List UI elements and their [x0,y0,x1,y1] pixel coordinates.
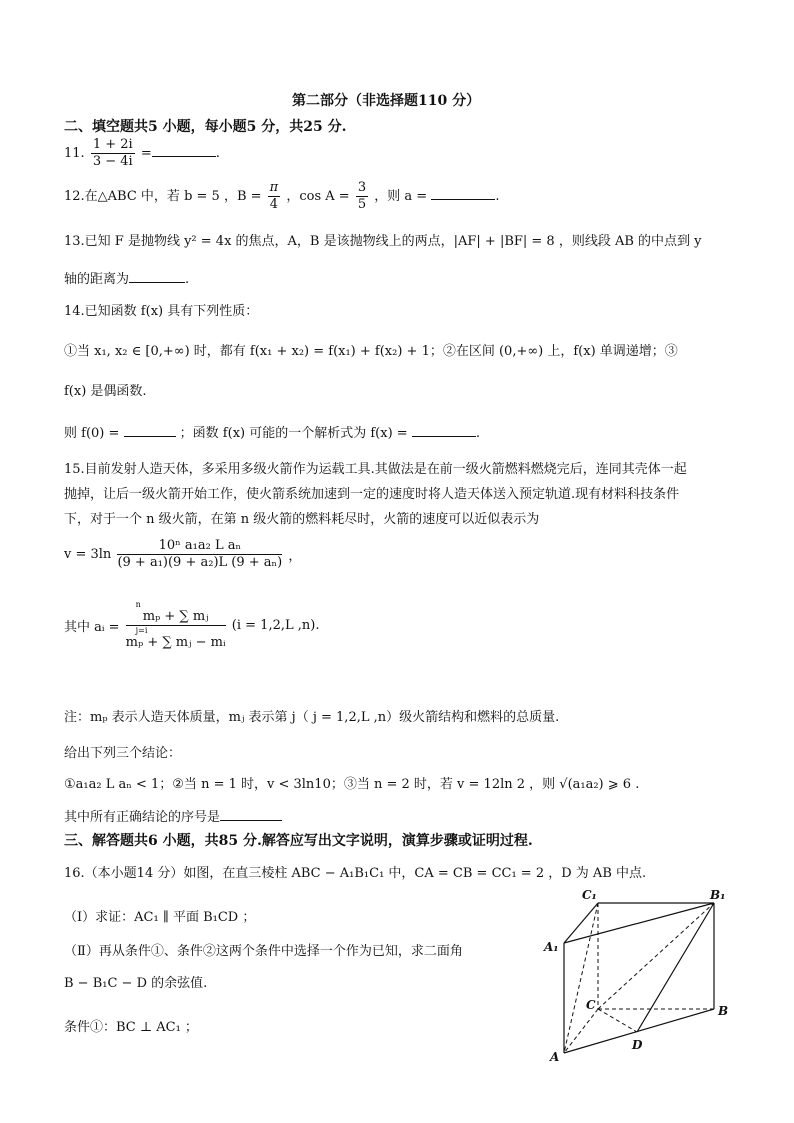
q15-ask [64,806,282,825]
label-C: C [586,998,596,1012]
q14-ask-b: ；函数 f(x) 可能的一个解析式为 f(x) = [179,426,408,441]
q11-numerator: 1 + 2i [92,137,133,152]
q12-four: 4 [269,197,279,212]
q15-ask-text: 其中所有正确结论的序号是 [64,810,221,825]
q14-prop2: f(x) 是偶函数. [64,384,147,399]
q16-cond1: 条件①：BC ⊥ AC₁ ； [64,1020,198,1035]
label-B1: B₁ [710,888,726,902]
q14-blank2[interactable] [412,436,476,437]
q15-a-denominator: mₚ + ∑ mⱼ − mᵢ [125,635,226,650]
q11-fraction [91,137,135,170]
edge-C1A [564,903,598,1053]
q12-three: 3 [357,180,367,195]
q15-line2: 抛掉，让后一级火箭开始工作，使火箭系统加速到一定的速度时将人造天体送入预定轨道.现有材料科技条件 [64,487,680,502]
q15-v-numerator: 10ⁿ a₁a₂ L aₙ [117,538,282,555]
section2-title: 二、填空题共5 小题，每小题5 分，共25 分. [64,119,347,135]
q15-v-tail: ， [288,549,302,564]
q13-line2-text: 轴的距离为 [64,272,130,287]
q16-line1: 16.（本小题14 分）如图，在直三棱柱 ABC − A₁B₁C₁ 中，CA = CB = CC₁ = 2 ，D 为 AB 中点. [64,866,647,881]
edge-CA [564,1009,598,1053]
q12-text-a: 12.在△ABC 中，若 b = 5 ，B = [64,189,262,204]
q15-a-formula [64,600,319,651]
q15-a-tail: (i = 1,2,L ,n). [231,618,320,633]
part-title: 第二部分（非选择题110 分） [292,93,481,109]
q15-sum-bottom: j=i [135,626,148,635]
q12-text-c: ，则 a = [374,189,428,204]
label-C1: C₁ [582,888,597,902]
q14-blank1[interactable] [124,436,176,437]
q15-v-lhs: v = 3ln [64,547,112,562]
label-A1: A₁ [544,940,559,954]
q11-number: 11. [64,146,85,161]
q15-given: 给出下列三个结论： [64,746,182,761]
q15-line1: 15.目前发射人造天体，多采用多级火箭作为运载工具.其做法是在前一级火箭燃料燃烧完后，连同其壳体一起 [64,462,687,477]
q15-v-denominator: (9 + a₁)(9 + a₂)L (9 + aₙ) [117,555,283,570]
label-A: A [550,1050,560,1064]
label-D: D [632,1038,643,1052]
question-11: 11. $\frac{1 + 2i}{3 - 4i}$ = . [64,137,220,169]
q14-prop1: ①当 x₁, x₂ ∈ [0,+∞) 时，都有 f(x₁ + x₂) = f(x₁) + f(x₂) + 1；②在区间 (0,+∞) 上，f(x) 单调递增；③ [64,344,678,359]
q15-note: 注：mₚ 表示人造天体质量，mⱼ 表示第 j（ j = 1,2,L ,n）级火箭结构和燃料的总质量. [64,710,560,725]
q13-blank[interactable] [129,282,185,283]
q11-blank[interactable] [152,156,216,157]
q16-part2a: （Ⅱ）再从条件①、条件②这两个条件中选择一个作为已知，求二面角 [64,944,463,959]
q15-a-lhs: 其中 aᵢ = [64,620,120,635]
q14-intro: 14.已知函数 f(x) 具有下列性质： [64,304,259,319]
q15-v-formula [64,538,301,571]
q15-conclusions: ①a₁a₂ L aₙ < 1；②当 n = 1 时，v < 3ln10；③当 n = 2 时，若 v = 12ln 2 ，则 √(a₁a₂) ⩾ 6 . [64,777,640,792]
q15-blank[interactable] [220,820,282,821]
edge-C1A1 [564,903,598,943]
q14-ask: 则 f(0) = ；函数 f(x) 可能的一个解析式为 f(x) = . [64,426,480,441]
q12-blank[interactable] [431,199,495,200]
q16-part1: （Ⅰ）求证：AC₁ ∥ 平面 B₁CD ； [64,910,256,925]
prism-figure [538,885,738,1065]
q12-five: 5 [357,197,367,212]
q13-line2: 轴的距离为 . [64,272,190,287]
question-12: 12.在△ABC 中，若 b = 5 ，B = $\frac{\pi}{4}$ ，cos A = $\frac{3}{5}$ ，则 a = . [64,180,500,212]
q15-a-numerator: mₚ + ∑ mⱼ [126,609,226,626]
q11-denominator: 3 − 4i [92,154,133,169]
label-B: B [718,1004,729,1018]
q14-ask-a: 则 f(0) = [64,426,120,441]
q15-sum-top: n [135,600,141,609]
q15-line3: 下，对于一个 n 级火箭，在第 n 级火箭的燃料耗尽时，火箭的速度可以近似表示为 [64,512,540,527]
q12-text-b: ，cos A = [286,189,350,204]
q12-pi: π [269,180,279,195]
edge-CD [598,1009,637,1032]
section3-title: 三、解答题共6 小题，共85 分.解答应写出文字说明，演算步骤或证明过程. [64,833,533,849]
q16-part2b: B − B₁C − D 的余弦值. [64,976,208,991]
q13-line1: 13.已知 F 是抛物线 y² = 4x 的焦点，A，B 是该抛物线上的两点，|AF| + |BF| = 8 ，则线段 AB 的中点到 y [64,234,702,249]
